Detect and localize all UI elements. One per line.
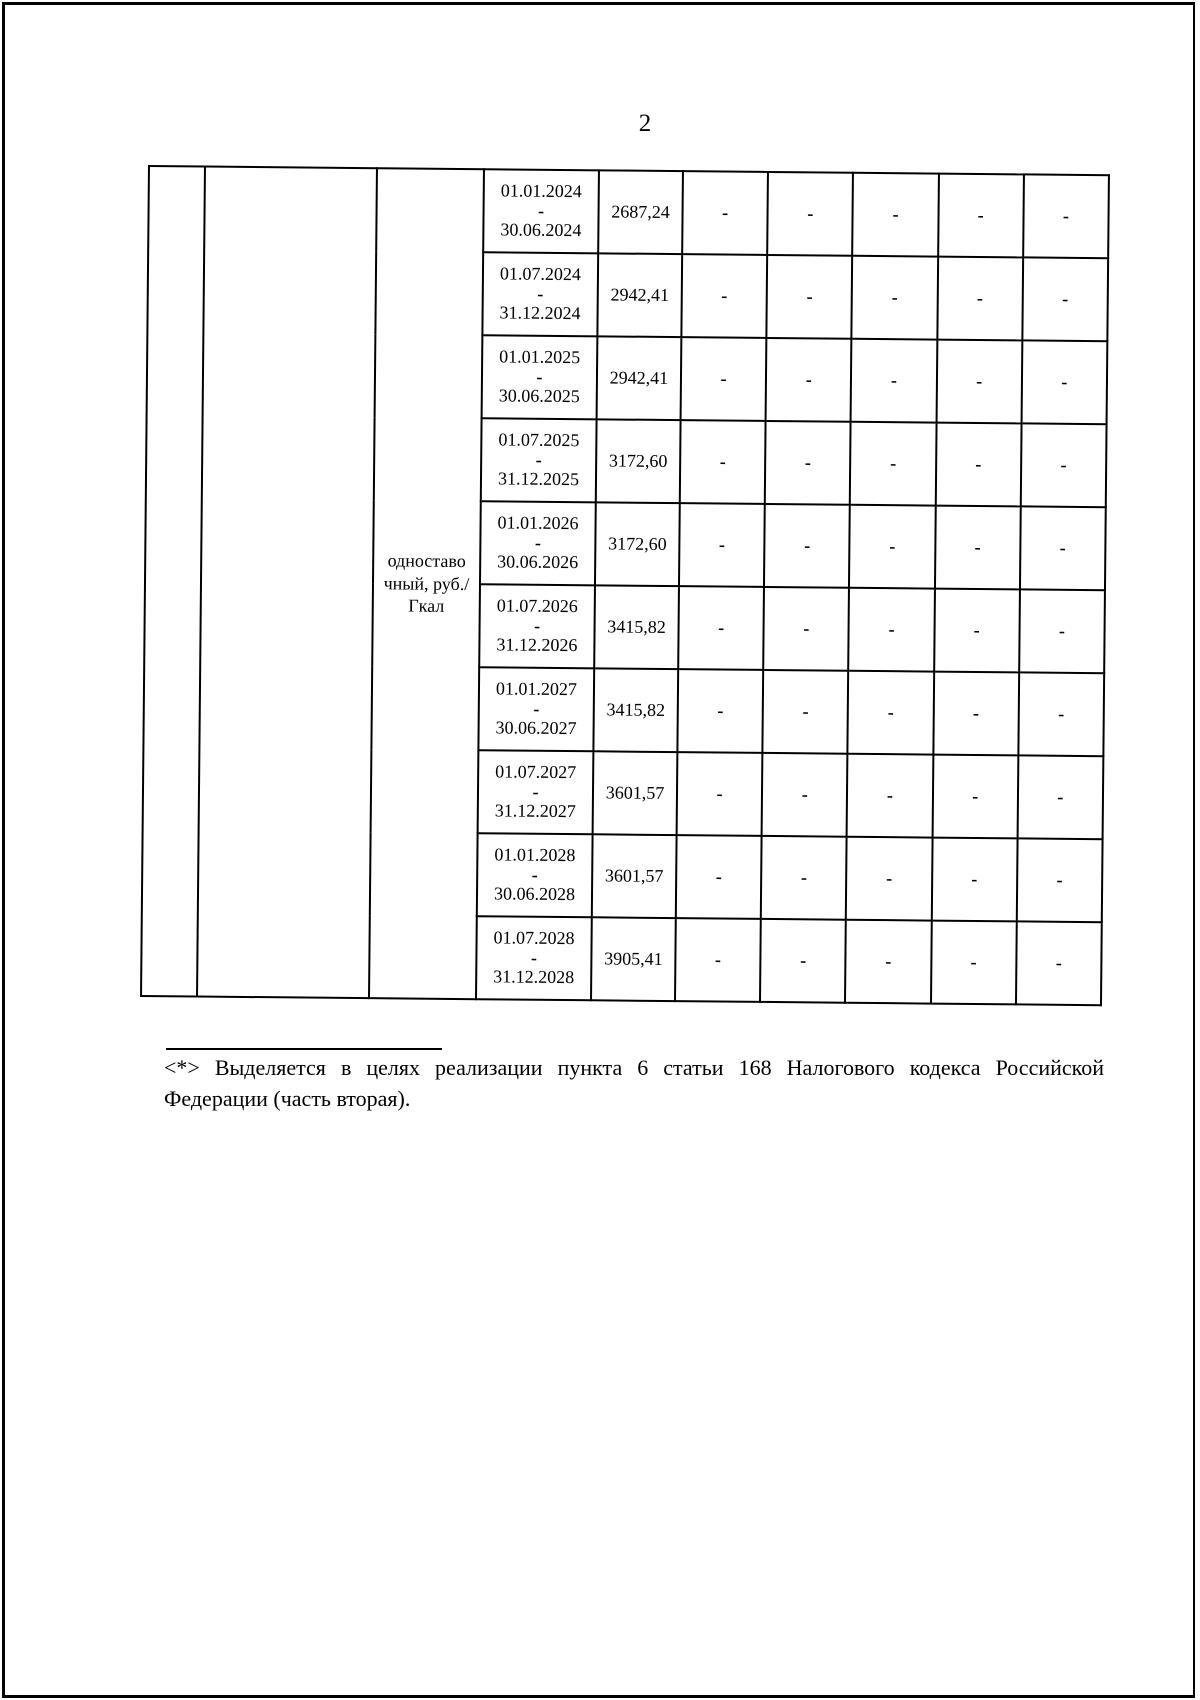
dash-cell-4: - <box>931 921 1017 1005</box>
dash-cell-3: - <box>847 754 933 838</box>
dash-cell-1: - <box>682 171 768 255</box>
dash-cell-2: - <box>764 504 850 588</box>
page-number: 2 <box>638 110 652 137</box>
tariff-value-cell: 3172,60 <box>596 419 681 503</box>
dash-cell-3: - <box>849 588 935 672</box>
period-start: 01.07.2027 <box>495 761 577 783</box>
dash-cell-3: - <box>851 339 937 423</box>
period-cell <box>479 584 595 668</box>
period-end: 30.06.2028 <box>493 882 576 904</box>
period-cell <box>482 252 598 336</box>
dash-cell-5: - <box>1021 423 1107 507</box>
tariff-value-cell: 3601,57 <box>593 751 678 835</box>
dash-cell-1: - <box>680 420 766 504</box>
tariff-value-cell: 2942,41 <box>597 253 682 337</box>
period-cell <box>482 335 598 419</box>
dash-cell-4: - <box>933 672 1019 756</box>
dash-cell-5: - <box>1017 838 1103 922</box>
period-cell <box>480 501 596 585</box>
period-cell <box>483 169 599 253</box>
dash-cell-2: - <box>763 587 849 671</box>
period-end: 30.06.2024 <box>500 218 582 240</box>
dash-cell-3: - <box>846 837 932 921</box>
period-start: 01.01.2028 <box>494 844 576 866</box>
period-cell <box>477 833 593 917</box>
dash-cell-2: - <box>760 919 846 1003</box>
period-start: 01.01.2026 <box>497 512 579 534</box>
dash-cell-1: - <box>681 254 767 338</box>
period-separator: - <box>530 948 538 969</box>
period-separator: - <box>533 616 541 637</box>
period-separator: - <box>532 782 539 803</box>
dash-cell-5: - <box>1023 174 1109 258</box>
dash-cell-1: - <box>675 918 761 1002</box>
period-cell <box>478 750 594 834</box>
empty-number-cell <box>141 166 205 996</box>
dash-cell-4: - <box>935 506 1021 590</box>
period-separator: - <box>533 699 540 720</box>
dash-cell-3: - <box>853 173 939 257</box>
period-separator: - <box>534 533 541 554</box>
dash-cell-5: - <box>1020 506 1106 590</box>
dash-cell-3: - <box>850 422 936 506</box>
period-cell <box>476 916 592 1000</box>
tariff-value-cell: 3172,60 <box>595 502 680 586</box>
dash-cell-5: - <box>1016 921 1102 1005</box>
dash-cell-3: - <box>852 256 938 340</box>
dash-cell-1: - <box>681 337 767 421</box>
dash-cell-2: - <box>762 753 848 837</box>
dash-cell-5: - <box>1022 257 1108 341</box>
tariff-value-cell: 2942,41 <box>597 336 682 420</box>
dash-cell-4: - <box>937 257 1023 341</box>
period-separator: - <box>537 284 544 305</box>
dash-cell-1: - <box>677 752 763 836</box>
table-row <box>148 166 1109 258</box>
period-separator: - <box>535 450 542 471</box>
period-end: 30.06.2027 <box>495 716 577 738</box>
dash-cell-5: - <box>1019 589 1105 673</box>
dash-cell-2: - <box>766 338 852 422</box>
period-cell <box>478 667 594 751</box>
dash-cell-3: - <box>848 671 934 755</box>
period-end: 30.06.2026 <box>497 550 579 572</box>
period-end: 30.06.2025 <box>498 384 580 406</box>
empty-name-cell <box>197 167 377 999</box>
dash-cell-1: - <box>677 669 763 753</box>
dash-cell-2: - <box>767 255 853 339</box>
period-separator: - <box>536 367 543 388</box>
period-separator: - <box>531 865 538 886</box>
tariff-value-cell: 3601,57 <box>592 834 677 918</box>
period-end: 31.12.2025 <box>497 467 580 489</box>
period-start: 01.01.2024 <box>500 180 582 202</box>
dash-cell-5: - <box>1021 340 1107 424</box>
tariff-value-cell: 3415,82 <box>594 585 679 669</box>
period-start: 01.07.2026 <box>496 595 578 617</box>
period-separator: - <box>537 201 545 222</box>
dash-cell-2: - <box>767 172 853 256</box>
period-end: 31.12.2026 <box>496 633 578 655</box>
tariff-value-cell: 3415,82 <box>593 668 678 752</box>
dash-cell-5: - <box>1018 672 1104 756</box>
dash-cell-4: - <box>932 755 1018 839</box>
dash-cell-1: - <box>676 835 762 919</box>
footnote-rule <box>166 1048 442 1050</box>
dash-cell-5: - <box>1017 755 1103 839</box>
period-end: 31.12.2028 <box>493 965 575 987</box>
dash-cell-3: - <box>849 505 935 589</box>
period-end: 31.12.2027 <box>494 799 576 821</box>
tariff-value-cell: 3905,41 <box>591 917 676 1001</box>
period-start: 01.07.2024 <box>499 263 582 285</box>
dash-cell-2: - <box>765 421 851 505</box>
dash-cell-1: - <box>679 503 765 587</box>
period-start: 01.07.2025 <box>498 429 580 451</box>
dash-cell-4: - <box>935 423 1021 507</box>
period-start: 01.01.2025 <box>499 346 581 368</box>
period-end: 31.12.2024 <box>499 301 581 323</box>
period-start: 01.01.2027 <box>495 678 578 700</box>
tariff-table-wrapper <box>140 165 1110 1006</box>
dash-cell-4: - <box>931 838 1017 922</box>
dash-cell-4: - <box>936 340 1022 424</box>
dash-cell-4: - <box>938 174 1024 258</box>
dash-cell-4: - <box>934 589 1020 673</box>
unit-cell: одноставо чный, руб./Гкал <box>369 168 484 999</box>
footnote-text: <*> Выделяется в целях реализации пункта 6 статьи 168 Налогового кодекса Российской Федерации (часть вторая). <box>164 1055 1104 1112</box>
dash-cell-2: - <box>763 670 849 754</box>
period-start: 01.07.2028 <box>493 927 575 949</box>
dash-cell-1: - <box>678 586 764 670</box>
dash-cell-3: - <box>845 920 931 1004</box>
period-cell <box>481 418 597 502</box>
tariff-table <box>140 165 1110 1006</box>
dash-cell-2: - <box>761 836 847 920</box>
tariff-value-cell: 2687,24 <box>598 170 683 254</box>
